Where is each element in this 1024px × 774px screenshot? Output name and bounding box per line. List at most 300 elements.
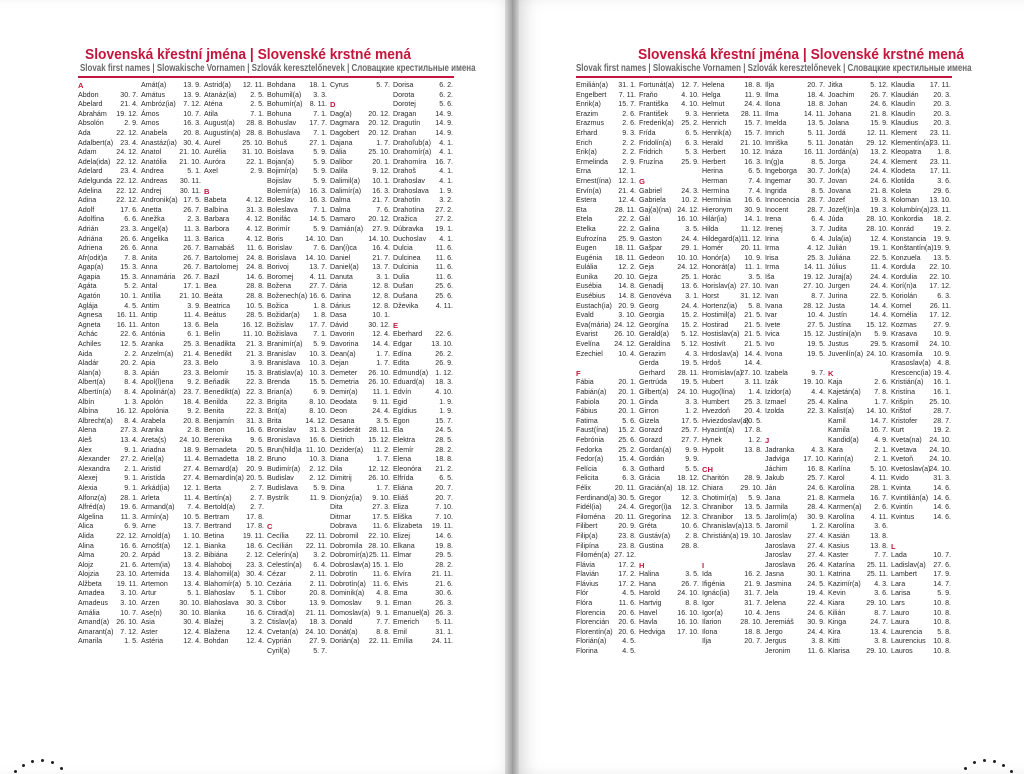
name-entry <box>78 542 140 552</box>
name-entry <box>639 91 701 101</box>
entry-name: Ernest(ína) <box>576 176 612 185</box>
entry-date: 3. 9. <box>187 301 201 310</box>
entry-date: 26. 4. <box>807 560 825 569</box>
entry-name: Dobromír(a) <box>330 551 369 560</box>
entry-name: Eman <box>393 599 412 608</box>
name-entry <box>765 139 827 149</box>
entry-name: Elkana <box>393 541 415 550</box>
name-entry <box>891 359 953 369</box>
name-entry <box>891 139 953 149</box>
entry-date: 6. 3. <box>937 292 951 301</box>
entry-name: Jens <box>765 608 780 617</box>
entry-name: Dušana <box>393 292 418 301</box>
entry-date: 21. 6. <box>120 560 138 569</box>
entry-name: Herbert <box>702 148 726 157</box>
entry-name: Ada <box>78 128 91 137</box>
name-entry <box>267 551 329 561</box>
entry-date: 20. 5. <box>246 474 264 483</box>
name-entry <box>891 158 953 168</box>
entry-date: 10. 2. <box>681 196 699 205</box>
name-entry <box>393 513 455 523</box>
entry-date: 30. 3. <box>246 599 264 608</box>
entry-date: 14. 10. <box>368 234 390 243</box>
entry-name: Alexander <box>78 455 110 464</box>
entry-date: 30. 9. <box>807 618 825 627</box>
name-entry <box>78 196 140 206</box>
name-entry <box>78 580 140 590</box>
name-entry <box>330 225 392 235</box>
entry-date: 18. 8. <box>744 81 762 89</box>
book-gutter <box>505 0 519 774</box>
name-entry <box>639 426 701 436</box>
entry-name: Hilár(ia) <box>702 215 727 224</box>
name-entry <box>702 254 764 264</box>
entry-date: 25. 10. <box>929 397 951 406</box>
entry-date: 28. 10. <box>866 224 888 233</box>
entry-date: 11. 4. <box>183 311 201 320</box>
entry-date: 31. 3. <box>246 205 264 214</box>
entry-date: 10. 9. <box>933 349 951 358</box>
entry-date: 24. 12. <box>614 320 636 329</box>
entry-name: Koleta <box>891 186 912 195</box>
entry-name: Axel <box>204 167 218 176</box>
name-entry <box>267 513 329 523</box>
entry-name: Enrik(a) <box>576 100 601 109</box>
entry-name: Dejan <box>330 359 349 368</box>
name-entry <box>393 369 455 379</box>
entry-name: Gejza <box>639 272 658 281</box>
name-entry <box>78 599 140 609</box>
entry-date: 28. 9. <box>744 474 762 483</box>
name-entry <box>828 167 890 177</box>
entry-date: 6. 2. <box>439 90 453 99</box>
name-entry <box>702 494 764 504</box>
entry-name: Humbert <box>702 397 730 406</box>
entry-name: Achác <box>78 330 98 339</box>
entry-name: Ivete <box>765 320 781 329</box>
name-entry <box>891 388 953 398</box>
name-entry <box>267 129 329 139</box>
entry-date: 13. 6. <box>681 282 699 291</box>
entry-date: 7. 12. <box>183 100 201 109</box>
name-entry <box>267 254 329 264</box>
entry-name: Domoslav(a) <box>330 608 371 617</box>
name-entry <box>330 81 392 91</box>
entry-name: Bianka <box>204 541 226 550</box>
entry-date: 3. 7. <box>811 224 825 233</box>
entry-name: Amarant(a) <box>78 627 114 636</box>
name-entry <box>393 350 455 360</box>
entry-date: 15. 12. <box>866 320 888 329</box>
entry-date: 24. 3. <box>681 186 699 195</box>
entry-name: Eugen <box>576 244 597 253</box>
name-entry <box>330 359 392 369</box>
entry-name: Alexandra <box>78 464 110 473</box>
entry-name: Ladislav(a) <box>891 560 926 569</box>
entry-name: Filibert <box>576 522 598 531</box>
entry-name: Blahoboj <box>204 560 232 569</box>
name-entry <box>576 494 638 504</box>
name-entry <box>330 119 392 129</box>
entry-name: Innocencia <box>765 196 800 205</box>
entry-date: 5. 9. <box>313 148 327 157</box>
entry-name: Arnošt(a) <box>141 541 171 550</box>
entry-date: 20. 12. <box>368 215 390 224</box>
entry-date: 2. 6. <box>622 109 636 118</box>
entry-date: 30. 6. <box>435 589 453 598</box>
entry-date: 16. 3. <box>744 157 762 166</box>
entry-date: 19. 1. <box>435 224 453 233</box>
name-entry <box>78 513 140 523</box>
entry-name: Benadikta <box>204 340 236 349</box>
name-entry <box>576 167 638 177</box>
entry-date: 12. 11. <box>242 81 264 89</box>
entry-date: 17. 5. <box>681 416 699 425</box>
name-entry <box>330 484 392 494</box>
name-entry <box>393 81 455 91</box>
entry-name: Dragan <box>393 109 417 118</box>
name-entry <box>204 551 266 561</box>
name-entry <box>891 561 953 571</box>
entry-date: 14. 4. <box>744 349 762 358</box>
name-entry <box>765 330 827 340</box>
name-entry <box>78 187 140 197</box>
name-entry <box>330 206 392 216</box>
entry-name: Chranibor <box>702 512 734 521</box>
entry-date: 10. 8. <box>933 618 951 627</box>
entry-name: Inocent <box>765 205 789 214</box>
entry-date: 3. 5. <box>376 416 390 425</box>
entry-name: Belo <box>204 359 219 368</box>
entry-name: Egon <box>393 416 410 425</box>
entry-date: 5. 2. <box>124 282 138 291</box>
entry-name: Ingeborga <box>765 167 797 176</box>
entry-name: Karolína <box>828 522 855 531</box>
entry-name: Kinga <box>828 618 847 627</box>
entry-date: 11. 4. <box>870 263 888 272</box>
entry-name: Bojan(a) <box>267 157 294 166</box>
name-entry <box>393 398 455 408</box>
entry-date: 2. 2. <box>622 138 636 147</box>
entry-date: 28. 12. <box>803 301 825 310</box>
entry-date: 27. 12. <box>614 551 636 560</box>
entry-name: Gál <box>639 215 651 224</box>
entry-name: Dagmara <box>330 119 360 128</box>
entry-name: Ariadna <box>141 445 166 454</box>
entry-name: Blahomil(a) <box>204 570 240 579</box>
entry-name: Antónia <box>141 330 166 339</box>
entry-name: Bertold(a) <box>204 503 236 512</box>
name-entry <box>330 187 392 197</box>
entry-name: Lada <box>891 551 907 560</box>
entry-date: 16. 4. <box>372 244 390 253</box>
entry-date: 19. 11. <box>242 531 264 540</box>
entry-name: Kvinta <box>891 483 911 492</box>
entry-date: 13. 10. <box>431 340 453 349</box>
entry-date: 28. 10. <box>368 541 390 550</box>
name-entry <box>330 637 392 647</box>
entry-date: 24. 6. <box>807 608 825 617</box>
entry-date: 24. 10. <box>677 589 699 598</box>
entry-date: 21. 5. <box>744 340 762 349</box>
name-entry <box>891 244 953 254</box>
entry-name: Barica <box>204 234 225 243</box>
name-entry <box>78 532 140 542</box>
entry-date: 17. 1. <box>183 282 201 291</box>
entry-name: Igor <box>702 599 715 608</box>
entry-date: 22. 5. <box>870 292 888 301</box>
entry-name: Justus <box>828 340 849 349</box>
entry-name: Damián(a) <box>330 224 364 233</box>
entry-date: 11. 4. <box>183 455 201 464</box>
name-entry <box>78 225 140 235</box>
entry-name: Lars <box>891 599 905 608</box>
name-entry <box>639 215 701 225</box>
entry-name: Hermína <box>702 186 730 195</box>
name-entry <box>576 129 638 139</box>
name-entry <box>330 139 392 149</box>
entry-date: 4. 12. <box>246 196 264 205</box>
entry-name: Demir(a) <box>330 388 358 396</box>
entry-name: Albert(a) <box>78 378 106 387</box>
entry-date: 23. 3. <box>246 560 264 569</box>
name-entry <box>78 369 140 379</box>
entry-name: A <box>78 81 84 90</box>
entry-date: 21. 4. <box>183 349 201 358</box>
entry-date: 17. 10. <box>803 455 825 464</box>
name-entry <box>576 388 638 398</box>
entry-date: 4. 11. <box>309 272 327 281</box>
entry-name: Fortunát(a) <box>639 81 675 89</box>
entry-name: Alma <box>78 551 95 560</box>
entry-date: 4. 12. <box>246 234 264 243</box>
entry-date: 2. 6. <box>622 119 636 128</box>
entry-date: 24. 10. <box>929 445 951 454</box>
entry-date: 13. 4. <box>183 560 201 569</box>
entry-date: 14. 11. <box>803 109 825 118</box>
entry-date: 13. 8. <box>744 445 762 454</box>
name-entry <box>576 609 638 619</box>
entry-name: Hedviga <box>639 627 666 636</box>
entry-name: Klaudia <box>891 81 915 89</box>
name-entry <box>141 474 203 484</box>
entry-name: Kazimír(a) <box>828 579 861 588</box>
name-entry <box>267 350 329 360</box>
entry-date: 14. 6. <box>246 272 264 281</box>
entry-name: Bertram <box>204 512 230 521</box>
entry-name: Atanáz(ia) <box>204 90 237 99</box>
entry-name: Boislava <box>267 148 294 157</box>
entry-name: Kamila <box>828 426 850 435</box>
entry-name: Danuta <box>330 272 353 281</box>
entry-name: Etela <box>576 215 593 224</box>
entry-name: Girron <box>639 407 659 416</box>
name-entry <box>639 158 701 168</box>
entry-date: 5. 7. <box>376 81 390 89</box>
name-entry <box>141 81 203 91</box>
entry-name: Agáta <box>78 282 97 291</box>
entry-name: Gerazim <box>639 349 666 358</box>
entry-name: Budimír(a) <box>267 464 301 473</box>
entry-date: 7. 1. <box>250 109 264 118</box>
entry-date: 4. 9. <box>874 435 888 444</box>
entry-name: Bonifác <box>267 215 291 224</box>
entry-name: Aster <box>141 627 158 636</box>
name-entry <box>330 321 392 331</box>
entry-date: 28. 1. <box>120 493 138 502</box>
entry-name: Brita <box>267 416 282 425</box>
entry-name: Fridolín(a) <box>639 138 672 147</box>
name-entry <box>828 628 890 638</box>
entry-date: 20. 9. <box>618 301 636 310</box>
entry-name: Ema <box>393 589 408 598</box>
name-entry <box>702 446 764 456</box>
entry-date: 7. 4. <box>748 186 762 195</box>
entry-date: 4. 10. <box>435 388 453 396</box>
entry-date: 7. 10. <box>435 512 453 521</box>
name-entry <box>267 637 329 647</box>
name-entry <box>78 282 140 292</box>
name-entry <box>639 129 701 139</box>
entry-name: Honór(a) <box>702 253 730 262</box>
entry-date: 31. 3. <box>309 426 327 435</box>
name-entry <box>330 407 392 417</box>
entry-date: 5. 9. <box>313 224 327 233</box>
entry-date: 28. 8. <box>246 119 264 128</box>
name-entry <box>765 426 827 436</box>
entry-name: Benilda <box>204 397 228 406</box>
entry-date: 5. 11. <box>807 128 825 137</box>
entry-date: 19. 5. <box>681 378 699 387</box>
entry-name: Abdon <box>78 90 99 99</box>
entry-date: 13. 5. <box>744 503 762 512</box>
entry-name: Ctirad(a) <box>267 608 295 617</box>
name-entry <box>891 311 953 321</box>
entry-date: 31. 1. <box>435 627 453 636</box>
name-entry <box>78 426 140 436</box>
entry-name: Beatrica <box>204 301 231 310</box>
entry-date: 24. 10. <box>305 627 327 636</box>
entry-date: 31. 7. <box>744 589 762 598</box>
name-entry <box>702 618 764 628</box>
name-entry <box>78 263 140 273</box>
name-entry <box>702 139 764 149</box>
name-entry <box>828 398 890 408</box>
entry-date: 5. 12. <box>681 330 699 339</box>
entry-name: Aristid <box>141 464 161 473</box>
entry-date: 10. 1. <box>372 311 390 320</box>
entry-name: Kvetoslav(a) <box>891 464 931 473</box>
entry-date: 6. 5. <box>439 474 453 483</box>
name-entry <box>141 206 203 216</box>
entry-date: 29. 12. <box>866 138 888 147</box>
entry-name: Dulcinea <box>393 253 421 262</box>
entry-date: 20. 7. <box>744 637 762 646</box>
entry-name: Flavián <box>576 570 599 579</box>
entry-name: Klaudín <box>891 100 916 109</box>
entry-date: 17. 7. <box>309 320 327 329</box>
entry-name: Klement <box>891 157 918 166</box>
entry-name: Johana <box>828 109 852 118</box>
entry-date: 9. 6. <box>250 435 264 444</box>
entry-date: 30. 10. <box>179 608 201 617</box>
name-entry <box>576 628 638 638</box>
entry-date: 21. 7. <box>372 196 390 205</box>
entry-date: 19. 6. <box>120 503 138 512</box>
name-entry <box>702 129 764 139</box>
entry-name: Ermelinda <box>576 157 608 166</box>
entry-name: Jana <box>765 493 781 502</box>
entry-name: Dorián(a) <box>330 637 360 646</box>
name-entry <box>330 561 392 571</box>
name-entry <box>828 244 890 254</box>
entry-date: 11. 4. <box>183 493 201 502</box>
entry-date: 17. 2. <box>618 579 636 588</box>
entry-date: 11. 12. <box>740 224 762 233</box>
name-entry <box>639 302 701 312</box>
entry-name: Lauros <box>891 647 913 656</box>
entry-name: Ariel(a) <box>141 455 164 464</box>
entry-date: 26. 7. <box>681 579 699 588</box>
entry-name: Arne <box>141 522 156 531</box>
entry-name: Dimitrij <box>330 474 352 483</box>
entry-name: Dionýz(ia) <box>330 493 362 502</box>
entry-name: Ivan <box>765 282 779 291</box>
entry-date: 31. 3. <box>246 416 264 425</box>
entry-name: Hvezdoň <box>702 407 730 416</box>
name-entry <box>891 235 953 245</box>
entry-date: 29. 10. <box>740 483 762 492</box>
name-entry <box>639 119 701 129</box>
name-entry <box>702 225 764 235</box>
name-entry <box>576 158 638 168</box>
entry-date: 14. 12. <box>305 416 327 425</box>
entry-date: 11. 10. <box>305 445 327 454</box>
entry-date: 27. 7. <box>681 435 699 444</box>
name-entry <box>576 292 638 302</box>
entry-name: Alina <box>78 541 94 550</box>
entry-name: Flávia <box>576 560 595 569</box>
name-entry <box>330 177 392 187</box>
entry-name: Ctislav(a) <box>267 618 297 627</box>
name-entry <box>204 235 266 245</box>
entry-date: 24. 10. <box>929 464 951 473</box>
entry-name: Klaudín <box>891 109 916 118</box>
entry-name: Elfrída <box>393 474 414 483</box>
entry-date: 20. 12. <box>368 119 390 128</box>
entry-date: 3. 2. <box>313 551 327 560</box>
name-entry <box>765 378 827 388</box>
name-entry <box>765 513 827 523</box>
entry-date: 5. 1. <box>250 589 264 598</box>
entry-date: 28. 5. <box>246 311 264 320</box>
name-entry <box>765 388 827 398</box>
name-entry <box>702 110 764 120</box>
entry-name: G <box>639 176 645 186</box>
name-entry <box>267 369 329 379</box>
entry-date: 28. 1. <box>870 483 888 492</box>
entry-name: Demeter <box>330 368 358 377</box>
entry-name: Emilián(a) <box>576 81 608 89</box>
entry-name: Havel <box>639 608 658 617</box>
entry-date: 17. 2. <box>618 570 636 579</box>
name-entry <box>330 599 392 609</box>
entry-name: Cézar <box>267 570 286 579</box>
entry-name: Amátus <box>141 90 166 99</box>
entry-date: 25. 10. <box>242 138 264 147</box>
entry-name: Hostivít <box>702 340 726 349</box>
entry-date: 23. 7. <box>183 388 201 396</box>
